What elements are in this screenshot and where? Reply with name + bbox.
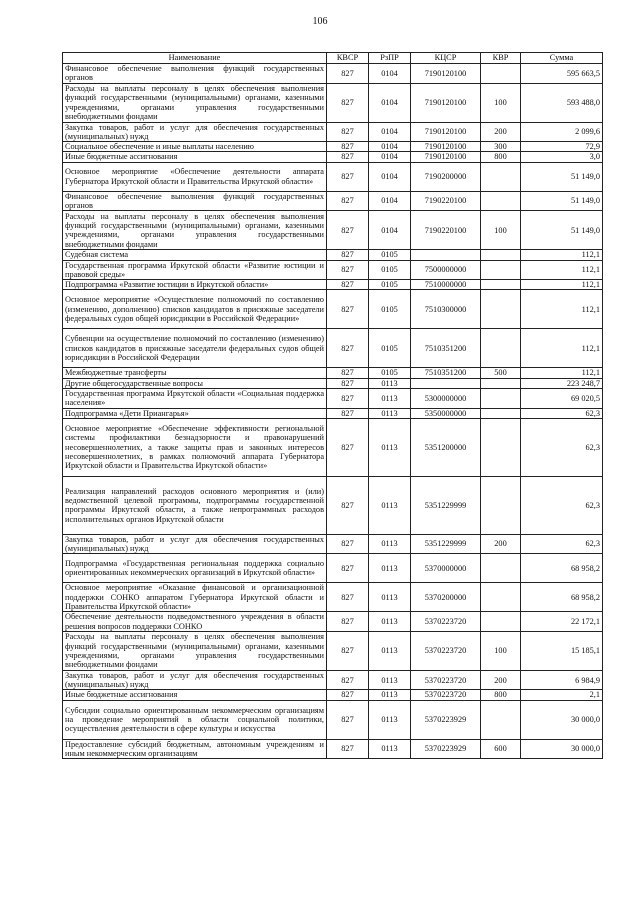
row-name-cell: Расходы на выплаты персоналу в целях обеспечения выполнения функций государственными (муниципальными) органами, казенными учреждениями, органами управления государственными внебюджетными фондами: [63, 631, 327, 670]
row-name-cell: Государственная программа Иркутской области «Развитие юстиции и правовой среды»: [63, 260, 327, 280]
table-row: [63, 612, 603, 632]
table-row: [63, 631, 603, 670]
row-name-cell: Подпрограмма «Государственная региональная поддержка социально ориентированных некоммерческих организаций в Иркутской области»: [63, 554, 327, 583]
table-row: [63, 476, 603, 534]
row-name-cell: Закупка товаров, работ и услуг для обеспечения государственных (муниципальных) нужд: [63, 670, 327, 690]
row-kcsr-cell: 5351200000: [411, 418, 481, 476]
row-rzpr-cell: 0113: [369, 739, 411, 759]
row-kvr-cell: [481, 583, 521, 612]
row-kcsr-cell: [411, 378, 481, 388]
column-header-kcsr: КЦСР: [411, 53, 481, 64]
row-sum-cell: 62,3: [521, 408, 603, 418]
table-row: [63, 408, 603, 418]
row-kvr-cell: [481, 290, 521, 329]
row-name-cell: Судебная система: [63, 250, 327, 260]
row-kvsr-cell: 827: [327, 631, 369, 670]
row-kvsr-cell: 827: [327, 739, 369, 759]
row-sum-cell: 2,1: [521, 690, 603, 700]
row-sum-cell: 51 149,0: [521, 211, 603, 250]
row-name-cell: Подпрограмма «Дети Приангарья»: [63, 408, 327, 418]
row-rzpr-cell: 0104: [369, 191, 411, 211]
row-sum-cell: 15 185,1: [521, 631, 603, 670]
row-sum-cell: 112,1: [521, 368, 603, 378]
row-sum-cell: 69 020,5: [521, 388, 603, 408]
row-kvr-cell: [481, 162, 521, 191]
row-rzpr-cell: 0105: [369, 368, 411, 378]
table-row: [63, 250, 603, 260]
row-rzpr-cell: 0113: [369, 418, 411, 476]
row-rzpr-cell: 0105: [369, 329, 411, 368]
row-kcsr-cell: 5300000000: [411, 388, 481, 408]
table-row: [63, 554, 603, 583]
row-kvr-cell: [481, 260, 521, 280]
row-kvsr-cell: 827: [327, 162, 369, 191]
row-kvr-cell: 200: [481, 122, 521, 142]
row-name-cell: Расходы на выплаты персоналу в целях обеспечения выполнения функций государственными (муниципальными) органами, казенными учреждениями, органами управления государственными внебюджетными фондами: [63, 211, 327, 250]
row-sum-cell: 62,3: [521, 476, 603, 534]
row-sum-cell: 62,3: [521, 534, 603, 554]
table-row: [63, 162, 603, 191]
row-rzpr-cell: 0105: [369, 260, 411, 280]
row-kvsr-cell: 827: [327, 670, 369, 690]
row-kvr-cell: [481, 476, 521, 534]
column-header-kvr: КВР: [481, 53, 521, 64]
row-sum-cell: 30 000,0: [521, 700, 603, 739]
table-row: [63, 260, 603, 280]
row-rzpr-cell: 0104: [369, 162, 411, 191]
row-name-cell: Обеспечение деятельности подведомственного учреждения в области решения вопросов поддержки СОНКО: [63, 612, 327, 632]
row-rzpr-cell: 0105: [369, 290, 411, 329]
row-kvr-cell: [481, 250, 521, 260]
row-kcsr-cell: 7190200000: [411, 162, 481, 191]
row-kvsr-cell: 827: [327, 83, 369, 122]
row-sum-cell: 72,9: [521, 142, 603, 152]
row-name-cell: Основное мероприятие «Оказание финансовой и организационной поддержки СОНКО аппаратом Губернатора Иркутской области и Правительства Иркутской области»: [63, 583, 327, 612]
row-name-cell: Государственная программа Иркутской области «Социальная поддержка населения»: [63, 388, 327, 408]
row-sum-cell: 68 958,2: [521, 554, 603, 583]
row-kvr-cell: [481, 378, 521, 388]
row-kvsr-cell: 827: [327, 191, 369, 211]
row-name-cell: Подпрограмма «Развитие юстиции в Иркутской области»: [63, 280, 327, 290]
row-kcsr-cell: 5370223929: [411, 700, 481, 739]
row-kvr-cell: 200: [481, 670, 521, 690]
row-sum-cell: 112,1: [521, 329, 603, 368]
row-rzpr-cell: 0104: [369, 122, 411, 142]
row-rzpr-cell: 0113: [369, 408, 411, 418]
row-rzpr-cell: 0113: [369, 554, 411, 583]
row-kvr-cell: 800: [481, 152, 521, 162]
row-rzpr-cell: 0113: [369, 388, 411, 408]
row-kvr-cell: [481, 191, 521, 211]
row-kcsr-cell: 5370223720: [411, 670, 481, 690]
row-name-cell: Основное мероприятие «Обеспечение деятельности аппарата Губернатора Иркутской области и Правительства Иркутской области»: [63, 162, 327, 191]
table-row: [63, 583, 603, 612]
row-kvsr-cell: 827: [327, 211, 369, 250]
row-kcsr-cell: 7190120100: [411, 122, 481, 142]
table-body: [63, 64, 603, 759]
table-row: [63, 739, 603, 759]
table-row: [63, 329, 603, 368]
row-kcsr-cell: 5350000000: [411, 408, 481, 418]
row-sum-cell: 22 172,1: [521, 612, 603, 632]
table-row: [63, 534, 603, 554]
table-row: [63, 378, 603, 388]
row-kcsr-cell: 7190220100: [411, 191, 481, 211]
row-kcsr-cell: 7510351200: [411, 368, 481, 378]
row-rzpr-cell: 0113: [369, 476, 411, 534]
row-kcsr-cell: 7500000000: [411, 260, 481, 280]
table-row: [63, 670, 603, 690]
row-kvr-cell: 200: [481, 534, 521, 554]
row-rzpr-cell: 0105: [369, 250, 411, 260]
row-kvr-cell: 100: [481, 211, 521, 250]
row-name-cell: Межбюджетные трансферты: [63, 368, 327, 378]
row-kvr-cell: 800: [481, 690, 521, 700]
row-kvsr-cell: 827: [327, 64, 369, 84]
row-sum-cell: 62,3: [521, 418, 603, 476]
table-row: [63, 142, 603, 152]
table-row: [63, 690, 603, 700]
row-kvsr-cell: 827: [327, 700, 369, 739]
table-row: [63, 418, 603, 476]
row-rzpr-cell: 0104: [369, 152, 411, 162]
row-kcsr-cell: 7190120100: [411, 83, 481, 122]
row-rzpr-cell: 0113: [369, 612, 411, 632]
row-kcsr-cell: 5351229999: [411, 534, 481, 554]
row-kvr-cell: 100: [481, 631, 521, 670]
row-name-cell: Закупка товаров, работ и услуг для обеспечения государственных (муниципальных) нужд: [63, 122, 327, 142]
row-rzpr-cell: 0104: [369, 83, 411, 122]
row-sum-cell: 112,1: [521, 250, 603, 260]
row-name-cell: Иные бюджетные ассигнования: [63, 152, 327, 162]
row-kcsr-cell: 7510300000: [411, 290, 481, 329]
row-name-cell: Субвенции на осуществление полномочий по составлению (изменению) списков кандидатов в присяжные заседатели федеральных судов общей юрисдикции в Российской Федерации: [63, 329, 327, 368]
row-kvsr-cell: 827: [327, 612, 369, 632]
row-kvr-cell: [481, 700, 521, 739]
header-row: [63, 53, 603, 64]
row-kvr-cell: [481, 64, 521, 84]
row-kvsr-cell: 827: [327, 368, 369, 378]
row-kvr-cell: [481, 408, 521, 418]
row-kvr-cell: 500: [481, 368, 521, 378]
row-sum-cell: 112,1: [521, 290, 603, 329]
row-sum-cell: 51 149,0: [521, 191, 603, 211]
row-kcsr-cell: 5370223720: [411, 631, 481, 670]
row-kvr-cell: [481, 280, 521, 290]
row-kvr-cell: [481, 329, 521, 368]
row-name-cell: Предоставление субсидий бюджетным, автономным учреждениям и иным некоммерческим организациям: [63, 739, 327, 759]
table-row: [63, 368, 603, 378]
budget-table: [62, 52, 603, 759]
row-kcsr-cell: 5370223929: [411, 739, 481, 759]
column-header-rzpr: РзПР: [369, 53, 411, 64]
row-kvr-cell: [481, 612, 521, 632]
row-kvsr-cell: 827: [327, 378, 369, 388]
row-sum-cell: 68 958,2: [521, 583, 603, 612]
row-kcsr-cell: 5351229999: [411, 476, 481, 534]
table-row: [63, 280, 603, 290]
row-kvsr-cell: 827: [327, 476, 369, 534]
table-row: [63, 152, 603, 162]
row-name-cell: Основное мероприятие «Обеспечение эффективности региональной системы профилактики безнадзорности и правонарушений несовершеннолетних, а также защиты прав и законных интересов несовершеннолетних, в рамках полномочий аппарата Губернатора Иркутской области и Правительства Иркутской области»: [63, 418, 327, 476]
row-kvsr-cell: 827: [327, 583, 369, 612]
row-kcsr-cell: 7190120100: [411, 142, 481, 152]
table-row: [63, 191, 603, 211]
row-kvsr-cell: 827: [327, 152, 369, 162]
row-kcsr-cell: 5370223720: [411, 690, 481, 700]
row-kvsr-cell: 827: [327, 534, 369, 554]
row-kcsr-cell: 7190120100: [411, 64, 481, 84]
row-name-cell: Другие общегосударственные вопросы: [63, 378, 327, 388]
row-name-cell: Расходы на выплаты персоналу в целях обеспечения выполнения функций государственными (муниципальными) органами, казенными учреждениями, органами управления государственными внебюджетными фондами: [63, 83, 327, 122]
row-sum-cell: 2 099,6: [521, 122, 603, 142]
row-name-cell: Основное мероприятие «Осуществление полномочий по составлению (изменению, дополнению) списков кандидатов в присяжные заседатели федеральных судов общей юрисдикции в Российской Федерации»: [63, 290, 327, 329]
row-kvr-cell: [481, 418, 521, 476]
row-kcsr-cell: 5370200000: [411, 583, 481, 612]
row-name-cell: Социальное обеспечение и иные выплаты населению: [63, 142, 327, 152]
row-sum-cell: 112,1: [521, 260, 603, 280]
row-rzpr-cell: 0104: [369, 211, 411, 250]
row-name-cell: Финансовое обеспечение выполнения функций государственных органов: [63, 191, 327, 211]
row-name-cell: Реализация направлений расходов основного мероприятия и (или) ведомственной целевой программы, подпрограммы государственной программы Иркутской области, а также непрограммных расходов исполнительных органов Иркутской области: [63, 476, 327, 534]
table-row: [63, 211, 603, 250]
row-name-cell: Субсидии социально ориентированным некоммерческим организациям на проведение мероприятий в области социальной политики, осуществления деятельности в сфере культуры и искусства: [63, 700, 327, 739]
row-sum-cell: 6 984,9: [521, 670, 603, 690]
table-row: [63, 122, 603, 142]
row-kvsr-cell: 827: [327, 418, 369, 476]
row-kcsr-cell: 7510000000: [411, 280, 481, 290]
row-kvsr-cell: 827: [327, 690, 369, 700]
row-sum-cell: 595 663,5: [521, 64, 603, 84]
row-kvr-cell: [481, 554, 521, 583]
row-kvsr-cell: 827: [327, 554, 369, 583]
column-header-name: Наименование: [63, 53, 327, 64]
row-rzpr-cell: 0105: [369, 280, 411, 290]
row-rzpr-cell: 0113: [369, 631, 411, 670]
table-row: [63, 290, 603, 329]
row-kvsr-cell: 827: [327, 408, 369, 418]
row-rzpr-cell: 0113: [369, 690, 411, 700]
row-kvsr-cell: 827: [327, 329, 369, 368]
row-kvsr-cell: 827: [327, 250, 369, 260]
row-kvr-cell: [481, 388, 521, 408]
row-kvsr-cell: 827: [327, 388, 369, 408]
table-row: [63, 64, 603, 84]
row-name-cell: Финансовое обеспечение выполнения функций государственных органов: [63, 64, 327, 84]
row-kcsr-cell: [411, 250, 481, 260]
row-kvsr-cell: 827: [327, 290, 369, 329]
row-kvsr-cell: 827: [327, 280, 369, 290]
table-row: [63, 388, 603, 408]
row-rzpr-cell: 0113: [369, 583, 411, 612]
row-kcsr-cell: 7190120100: [411, 152, 481, 162]
row-rzpr-cell: 0113: [369, 700, 411, 739]
column-header-sum: Сумма: [521, 53, 603, 64]
row-sum-cell: 30 000,0: [521, 739, 603, 759]
row-kvr-cell: 100: [481, 83, 521, 122]
row-kvsr-cell: 827: [327, 260, 369, 280]
row-rzpr-cell: 0113: [369, 534, 411, 554]
row-name-cell: Закупка товаров, работ и услуг для обеспечения государственных (муниципальных) нужд: [63, 534, 327, 554]
row-kvr-cell: 300: [481, 142, 521, 152]
table-row: [63, 700, 603, 739]
row-name-cell: Иные бюджетные ассигнования: [63, 690, 327, 700]
row-kcsr-cell: 5370223720: [411, 612, 481, 632]
row-sum-cell: 3,0: [521, 152, 603, 162]
row-kcsr-cell: 7510351200: [411, 329, 481, 368]
table-row: [63, 83, 603, 122]
row-kcsr-cell: 5370000000: [411, 554, 481, 583]
row-kvr-cell: 600: [481, 739, 521, 759]
row-kcsr-cell: 7190220100: [411, 211, 481, 250]
row-rzpr-cell: 0113: [369, 378, 411, 388]
row-kvsr-cell: 827: [327, 142, 369, 152]
row-sum-cell: 112,1: [521, 280, 603, 290]
row-sum-cell: 593 488,0: [521, 83, 603, 122]
column-header-kvsr: КВСР: [327, 53, 369, 64]
row-rzpr-cell: 0104: [369, 64, 411, 84]
row-rzpr-cell: 0104: [369, 142, 411, 152]
row-kvsr-cell: 827: [327, 122, 369, 142]
page-number: 106: [312, 16, 328, 27]
row-sum-cell: 223 248,7: [521, 378, 603, 388]
row-sum-cell: 51 149,0: [521, 162, 603, 191]
row-rzpr-cell: 0113: [369, 670, 411, 690]
